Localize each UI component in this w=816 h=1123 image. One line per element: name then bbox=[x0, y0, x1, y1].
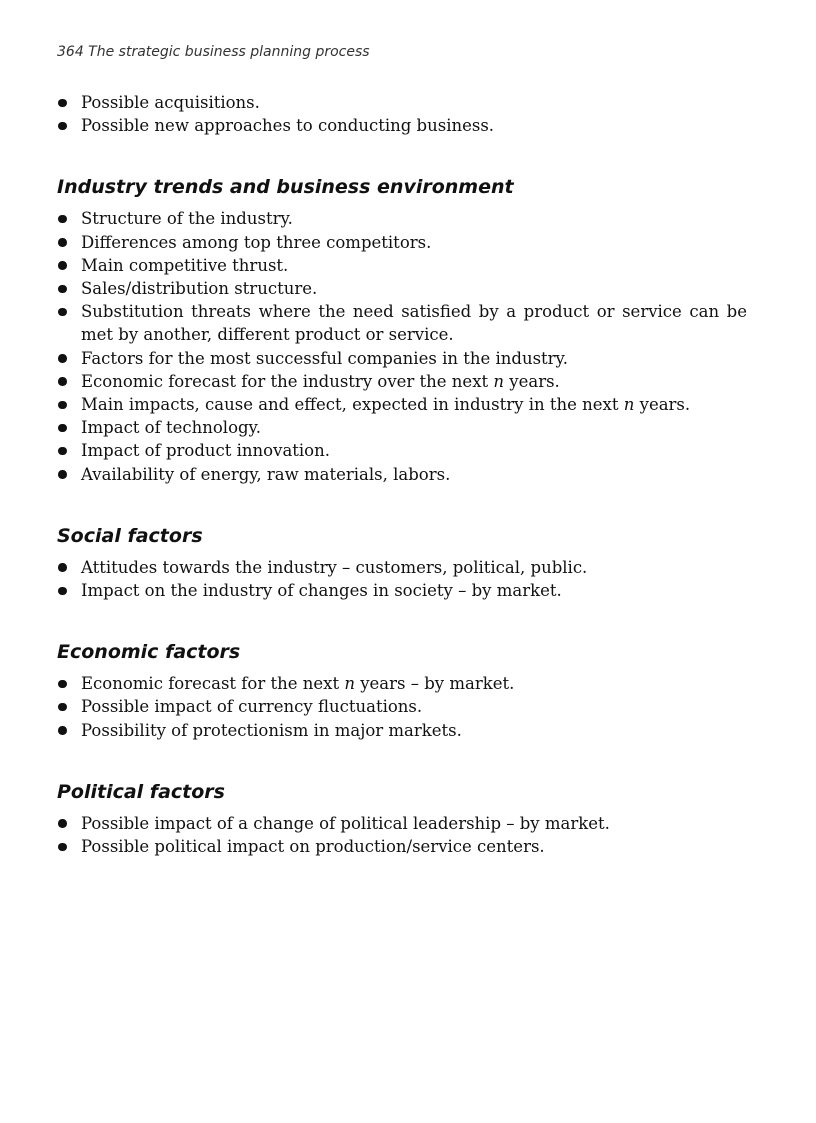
section-heading-industry-trends: Industry trends and business environment bbox=[57, 176, 514, 199]
bullet-item: Possible impact of a change of political leadership – by market. bbox=[57, 812, 747, 835]
economic-factors-list bbox=[57, 672, 747, 742]
bullet-item: Economic forecast for the industry over the next n years. bbox=[57, 370, 747, 393]
bullet-item: Availability of energy, raw materials, labors. bbox=[57, 463, 747, 486]
bullet-item: Attitudes towards the industry – customers, political, public. bbox=[57, 556, 747, 579]
bullet-item: Structure of the industry. bbox=[57, 207, 747, 230]
bullet-item: Main competitive thrust. bbox=[57, 254, 747, 277]
bullet-dot-icon bbox=[58, 308, 67, 317]
bullet-dot-icon bbox=[58, 819, 67, 828]
industry-trends-list bbox=[57, 207, 747, 485]
bullet-item: Sales/distribution structure. bbox=[57, 277, 747, 300]
bullet-item: Possible acquisitions. bbox=[57, 91, 747, 114]
section-heading-economic-factors: Economic factors bbox=[57, 641, 241, 664]
political-factors-list bbox=[57, 812, 747, 858]
section-heading-political-factors: Political factors bbox=[57, 780, 225, 803]
bullet-item: Possible new approaches to conducting business. bbox=[57, 114, 747, 137]
bullet-item: Possible impact of currency fluctuations. bbox=[57, 695, 747, 718]
bullet-dot-icon bbox=[58, 285, 67, 294]
bullet-item: Possible political impact on production/service centers. bbox=[57, 835, 747, 858]
bullet-item: Impact of technology. bbox=[57, 416, 747, 439]
bullet-dot-icon bbox=[58, 470, 67, 479]
bullet-dot-icon bbox=[58, 122, 67, 131]
bullet-item: Main impacts, cause and effect, expected in industry in the next n years. bbox=[57, 393, 747, 416]
bullet-dot-icon bbox=[58, 354, 67, 363]
section-heading-social-factors: Social factors bbox=[57, 524, 203, 547]
bullet-item: Possibility of protectionism in major markets. bbox=[57, 719, 747, 742]
bullet-item: Impact of product innovation. bbox=[57, 439, 747, 462]
bullet-dot-icon bbox=[58, 401, 67, 410]
bullet-dot-icon bbox=[58, 377, 67, 386]
bullet-item: Impact on the industry of changes in society – by market. bbox=[57, 579, 747, 602]
bullet-item: Differences among top three competitors. bbox=[57, 231, 747, 254]
bullet-dot-icon bbox=[58, 447, 67, 456]
bullet-dot-icon bbox=[58, 843, 67, 852]
social-factors-list bbox=[57, 556, 747, 602]
bullet-item: Factors for the most successful companies in the industry. bbox=[57, 347, 747, 370]
bullet-dot-icon bbox=[58, 587, 67, 596]
bullet-item: Substitution threats where the need satisfied by a product or service can be met by another, different product or service. bbox=[57, 300, 747, 346]
bullet-dot-icon bbox=[58, 726, 67, 735]
bullet-dot-icon bbox=[58, 238, 67, 247]
bullet-dot-icon bbox=[58, 703, 67, 712]
page-content bbox=[57, 91, 747, 858]
bullet-dot-icon bbox=[58, 99, 67, 108]
bullet-dot-icon bbox=[58, 261, 67, 270]
running-head: 364 The strategic business planning process bbox=[57, 44, 370, 60]
bullet-dot-icon bbox=[58, 215, 67, 224]
bullet-item: Economic forecast for the next n years – by market. bbox=[57, 672, 747, 695]
bullet-dot-icon bbox=[58, 563, 67, 572]
intro-list bbox=[57, 91, 747, 137]
bullet-dot-icon bbox=[58, 680, 67, 689]
bullet-dot-icon bbox=[58, 424, 67, 433]
